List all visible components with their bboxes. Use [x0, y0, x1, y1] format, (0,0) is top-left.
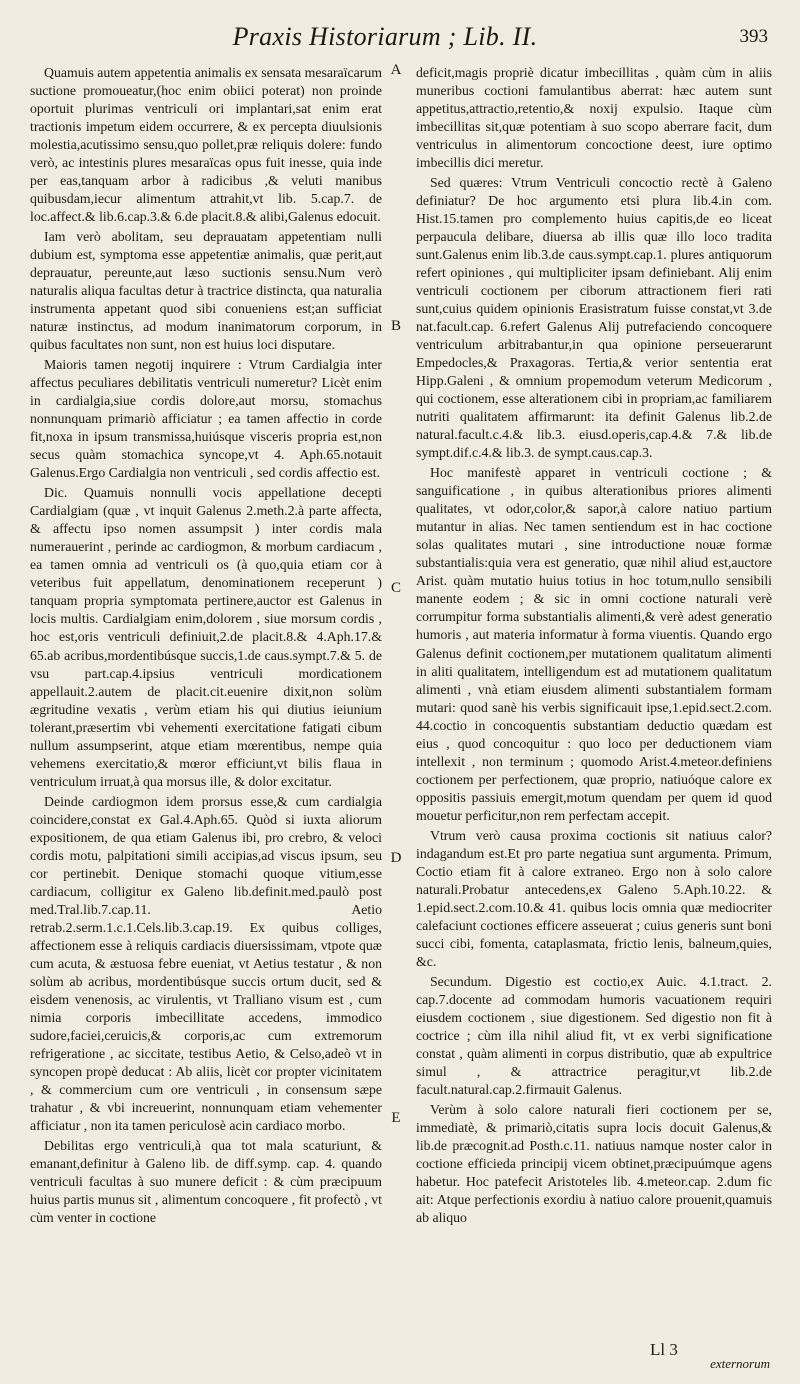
margin-marker-d: D [390, 850, 402, 866]
paragraph: Hoc manifestè apparet in ventriculi coctione ; & sanguificatione , in quibus alterationibus priores alimenti qualitates, vt odor,color,& sapor,à calore natiuo partium mutantur in alias. Nec tamen sentiendum est in hac coctione solas qualitates mutari , sine introductione nouæ formæ substantialis:quia vera est generatio, quæ nihil aliud est,auctore Arist. quàm mutatio huius totius in hoc totum,nullo sensibili manente eodem ; & sic in omni coctione naturali verè corrumpitur forma substantialis alimenti,& verè adest generatio humoris , aut materia informatur à forma viuentis. Quando ergo Galenus definit coctionem,per mutationem qualitatum alimenti in aliti qualitatem, intelligendum est ad mutationem qualitatum alimenti , vnà etiam eiusdem alimenti substantialem formam mutari: quod sanè his verbis significauit ipse,1.epid.sect.2.com. 44.coctio in concoquentis substantiam deductio quædam est eius , quod concoquitur : quo loco per deductionem viam intellexit , non terminum ; quomodo Arist.4.meteor.definiens coctionem per perfectionem, quæ proprio, natiuóque calore ex oppositis passiuis emergit,motum quendam per quem id quod mouetur perficitur,non rem perfectam accepit. [416, 465, 772, 823]
paragraph: Quamuis autem appetentia animalis ex sensata mesaraïcarum suctione promoueatur,(hoc enim obiici poterat) non proinde oportuit plurimas ventriculi ori implantari,sat enim erat tractionis impetum eidem occurrere, & ex percepta diuulsionis molestia,acutissimo sensu,quo pollet,præ reliquis dolere: fundo verò, ac intestinis plures mesaraïcas opus fuit inesse, quia inde per eas,tanquam arbor à radicibus ,& veluti manibus quibusdam,iecur alimentum attrahit,vt lib. 5.cap.7. de loc.affect.& lib.6.cap.3.& 6.de placit.8.& alibi,Galenus edocuit. [30, 65, 382, 225]
signature-mark: Ll 3 [650, 1340, 678, 1359]
paragraph: Maioris tamen negotij inquirere : Vtrum Cardialgia inter affectus peculiares debilitatis ventriculi numeretur? Licèt enim in cardialgia,siue cordis dolore,aut morsu, stomachus nonnunquam primariò afficiatur ; ea tamen affectio in corde fit,noxa in ipsum transmissa,huiúsque visceris propria est,non secus quàm stomachica syncope,vt 4. Aph.65.notauit Galenus.Ergo Cardialgia non ventriculi , sed cordis affectio est. [30, 357, 382, 481]
margin-marker-c: C [390, 580, 401, 596]
margin-marker-e: E [391, 1110, 401, 1126]
paragraph: Dic. Quamuis nonnulli vocis appellatione decepti Cardialgiam (quæ , vt inquit Galenus 2.meth.2.à parte affecta, & affectu ipso nomen assumpsit ) inter cordis mala numerauerint , perinde ac cardiogmon, & morbum cardiacum , ea tamen omnia ad ventriculi os (à quo,quia etiam cor à veteribus fuit appellatum, denominationem receperunt ) tanquam propria symptomata pertinere,auctor est Galenus in locis multis. Cardialgiam enim,dolorem , siue morsum cordis , hoc est,oris ventriculi definiuit,2.de placit.8.& 4.Aph.17.& 65.ab acribus,mordentibúsque succis,1.de caus.sympt.7.& 5. de vsu part.cap.4.ipsius ventriculi mordicationem appellauit.2.autem de placit.cit.euenire dixit,non solùm ægritudine vexatis , verùm etiam his qui diutius ieiunium tolerant,præsertim vbi vehementi exercitatione fatigati cibum nullum assumpserint, atque etiam mœrentibus, nempe quia vehemens exercitatio,& mœror efficiunt,vt bilis flaua in ventriculum irruat,à qua morsus ille, & dolor excitatur. [30, 485, 382, 789]
paragraph: Vtrum verò causa proxima coctionis sit natiuus calor? indagandum est.Et pro parte negatiua sunt argumenta. Primum, Coctio etiam fit à calore extraneo. Ergo non à solo calore naturali.Probatur antecedens,ex Galeno 5.Aph.10.22. & 1.epid.sect.2.com.10.& 41. quibus locis omnia quæ mediocriter calefaciunt coctiones efficere asseuerat ; cuius generis sunt boni succi cibi, fomenta, cataplasmata, frictio lenis, balneum,quies, &c. [416, 827, 772, 969]
page-header [0, 18, 800, 58]
paragraph: Iam verò abolitam, seu deprauatam appetentiam nulli dubium est, symptoma esse appetentiæ animalis, quæ perit,aut deprauatur, pereunte,aut læso suctionis sensu.Num verò naturalis aliqua facultas detur à tractrice distincta, qua naturalia instrumenta appetant quod sibi conueniens est;an sufficiat naturæ instinctus, ad modum inanimatorum corporum, in quibus facultates non sunt, non est huius loci disputare. [30, 229, 382, 353]
catchword: externorum [710, 1356, 770, 1371]
margin-marker-b: B [390, 318, 401, 334]
page-number: 393 [739, 26, 768, 47]
left-column [30, 64, 382, 1227]
page-footer [470, 1342, 770, 1378]
paragraph: deficit,magis propriè dicatur imbecillitas , quàm cùm in aliis muneribus coctioni famulantibus aberrat: hæc autem sunt appetitus,attractio,retentio,& noxij expulsio. Itaque cùm imbecillitas sit,quæ potentiam à suo scopo aberrare facit, dum ventriculus in alimentorum concoctione deest, iure optimo imbecillis dici meretur. [416, 65, 772, 171]
paragraph: Debilitas ergo ventriculi,à qua tot mala scaturiunt, & emanant,definitur à Galeno lib. de diff.symp. cap. 4. quando ventriculi facultas à suo munere deficit : & cùm præcipuum huius partis munus sit , alimentum concoquere , fit profectò , vt cùm venter in coctione [30, 1137, 382, 1225]
margin-marker-a: A [390, 62, 402, 78]
running-title: Praxis Historiarum ; Lib. II. [232, 22, 538, 51]
right-column [416, 64, 772, 1227]
paragraph: Verùm à solo calore naturali fieri coctionem per se, immediatè, & primariò,citatis supra locis docuit Galenus,& lib.de præcognit.ad Posth.c.11. natiuus namque noster calor in coctione efficieda principij vicem obtinet,præcipuúmque agens habetur. Hoc patefecit Aristoteles lib. 4.meteor.cap. 2.dum fic ait: Atque perfectionis exordiu à natiuo calore prouenit,quamuis ab aliquo [416, 1101, 772, 1225]
paragraph: Secundum. Digestio est coctio,ex Auic. 4.1.tract. 2. cap.7.docente ad commodam humoris vacuationem requiri eiusdem coctionem , siue digestionem. Sed digestio non fit à coctrice ; cùm illa nihil aliud fit, vt ex verbi significatione constat , quàm alimenti in corpus distributio, quæ ab expultrice simul , & attractrice peragitur,vt lib.2.de facult.natural.cap.2.firmauit Galenus. [416, 973, 772, 1097]
paragraph: Deinde cardiogmon idem prorsus esse,& cum cardialgia coincidere,constat ex Gal.4.Aph.65. Quòd si iuxta aliorum expositionem, de qua etiam Galenus ibi, pro crebro, & veloci cordis motu, palpitationi simili accipias,ad viscus ipsum, seu cor pertinebit. Denique stomachi quoque vitium,esse cardiacum, colligitur ex Galeno lib.definit.med.paulò post med.Tral.lib.7.cap.11. Aetio retrab.2.serm.1.c.1.Cels.lib.3.cap.19. Ex quibus colliges, affectionem esse à reliquis cardiacis diuersissimam, vtpote quæ cum acuta, & æstuosa febre eueniat, vt Aetius testatur , & non solùm ab acribus, mordentibúsque succis ortum ducit, sed & eisdem venenosis, ac virulentis, vt Tralliano visum est , cum nimia corporis imbecillitate accedens, immodico sudore,faciei,ceruicis,& corporis,ac cum extremorum refrigeratione , ac siccitate, testibus Aetio, & Celso,adeò vt in syncopen propè deducat : Ab aliis, licèt cor propter vicinitatem , & commercium cum ore ventriculi , in consensum sæpe trahatur , & vbi increuerint, nonnunquam etiam vehementer afficiatur , non ita tamen periculosè acin cardiaco morbo. [30, 793, 382, 1133]
paragraph: Sed quæres: Vtrum Ventriculi concoctio rectè à Galeno definiatur? De hoc argumento etsi plura lib.4.in com. Hist.15.tamen pro complemento huius capitis,de eo liceat perpaucula delibare, diuersa ab illis quæ illo loco tradita sunt.Galenus enim lib.3.de caus.sympt.cap.1. plures antiquorum refert opiniones , qui multipliciter ipsam definiebant. Alij enim ventriculi coctionem per ciborum attractionem fieri rati sunt,cuius quidem opinionis Erasistratum fuisse constat,vt 3.de nat.facult.cap. 6.refert Galenus Alij putrefaciendo concoquere ventriculum arbitrabantur,in qua opinione perseuerarunt Empedocles,& Praxagoras. Tertia,& verior sententia erat Hipp.Galeni , & omnium propemodum veterum Medicorum , qui coctionem, esse alterationem cibi in propriam,ac familiarem nutriti qualitatem affirmarunt: ita definit Galenus lib.2.de natural.facult.c.4.& lib.3. eiusd.operis,cap.4.& 7.& lib.de sympt.dif.c.4.& lib.3. de sympt.caus.cap.3. [416, 175, 772, 461]
